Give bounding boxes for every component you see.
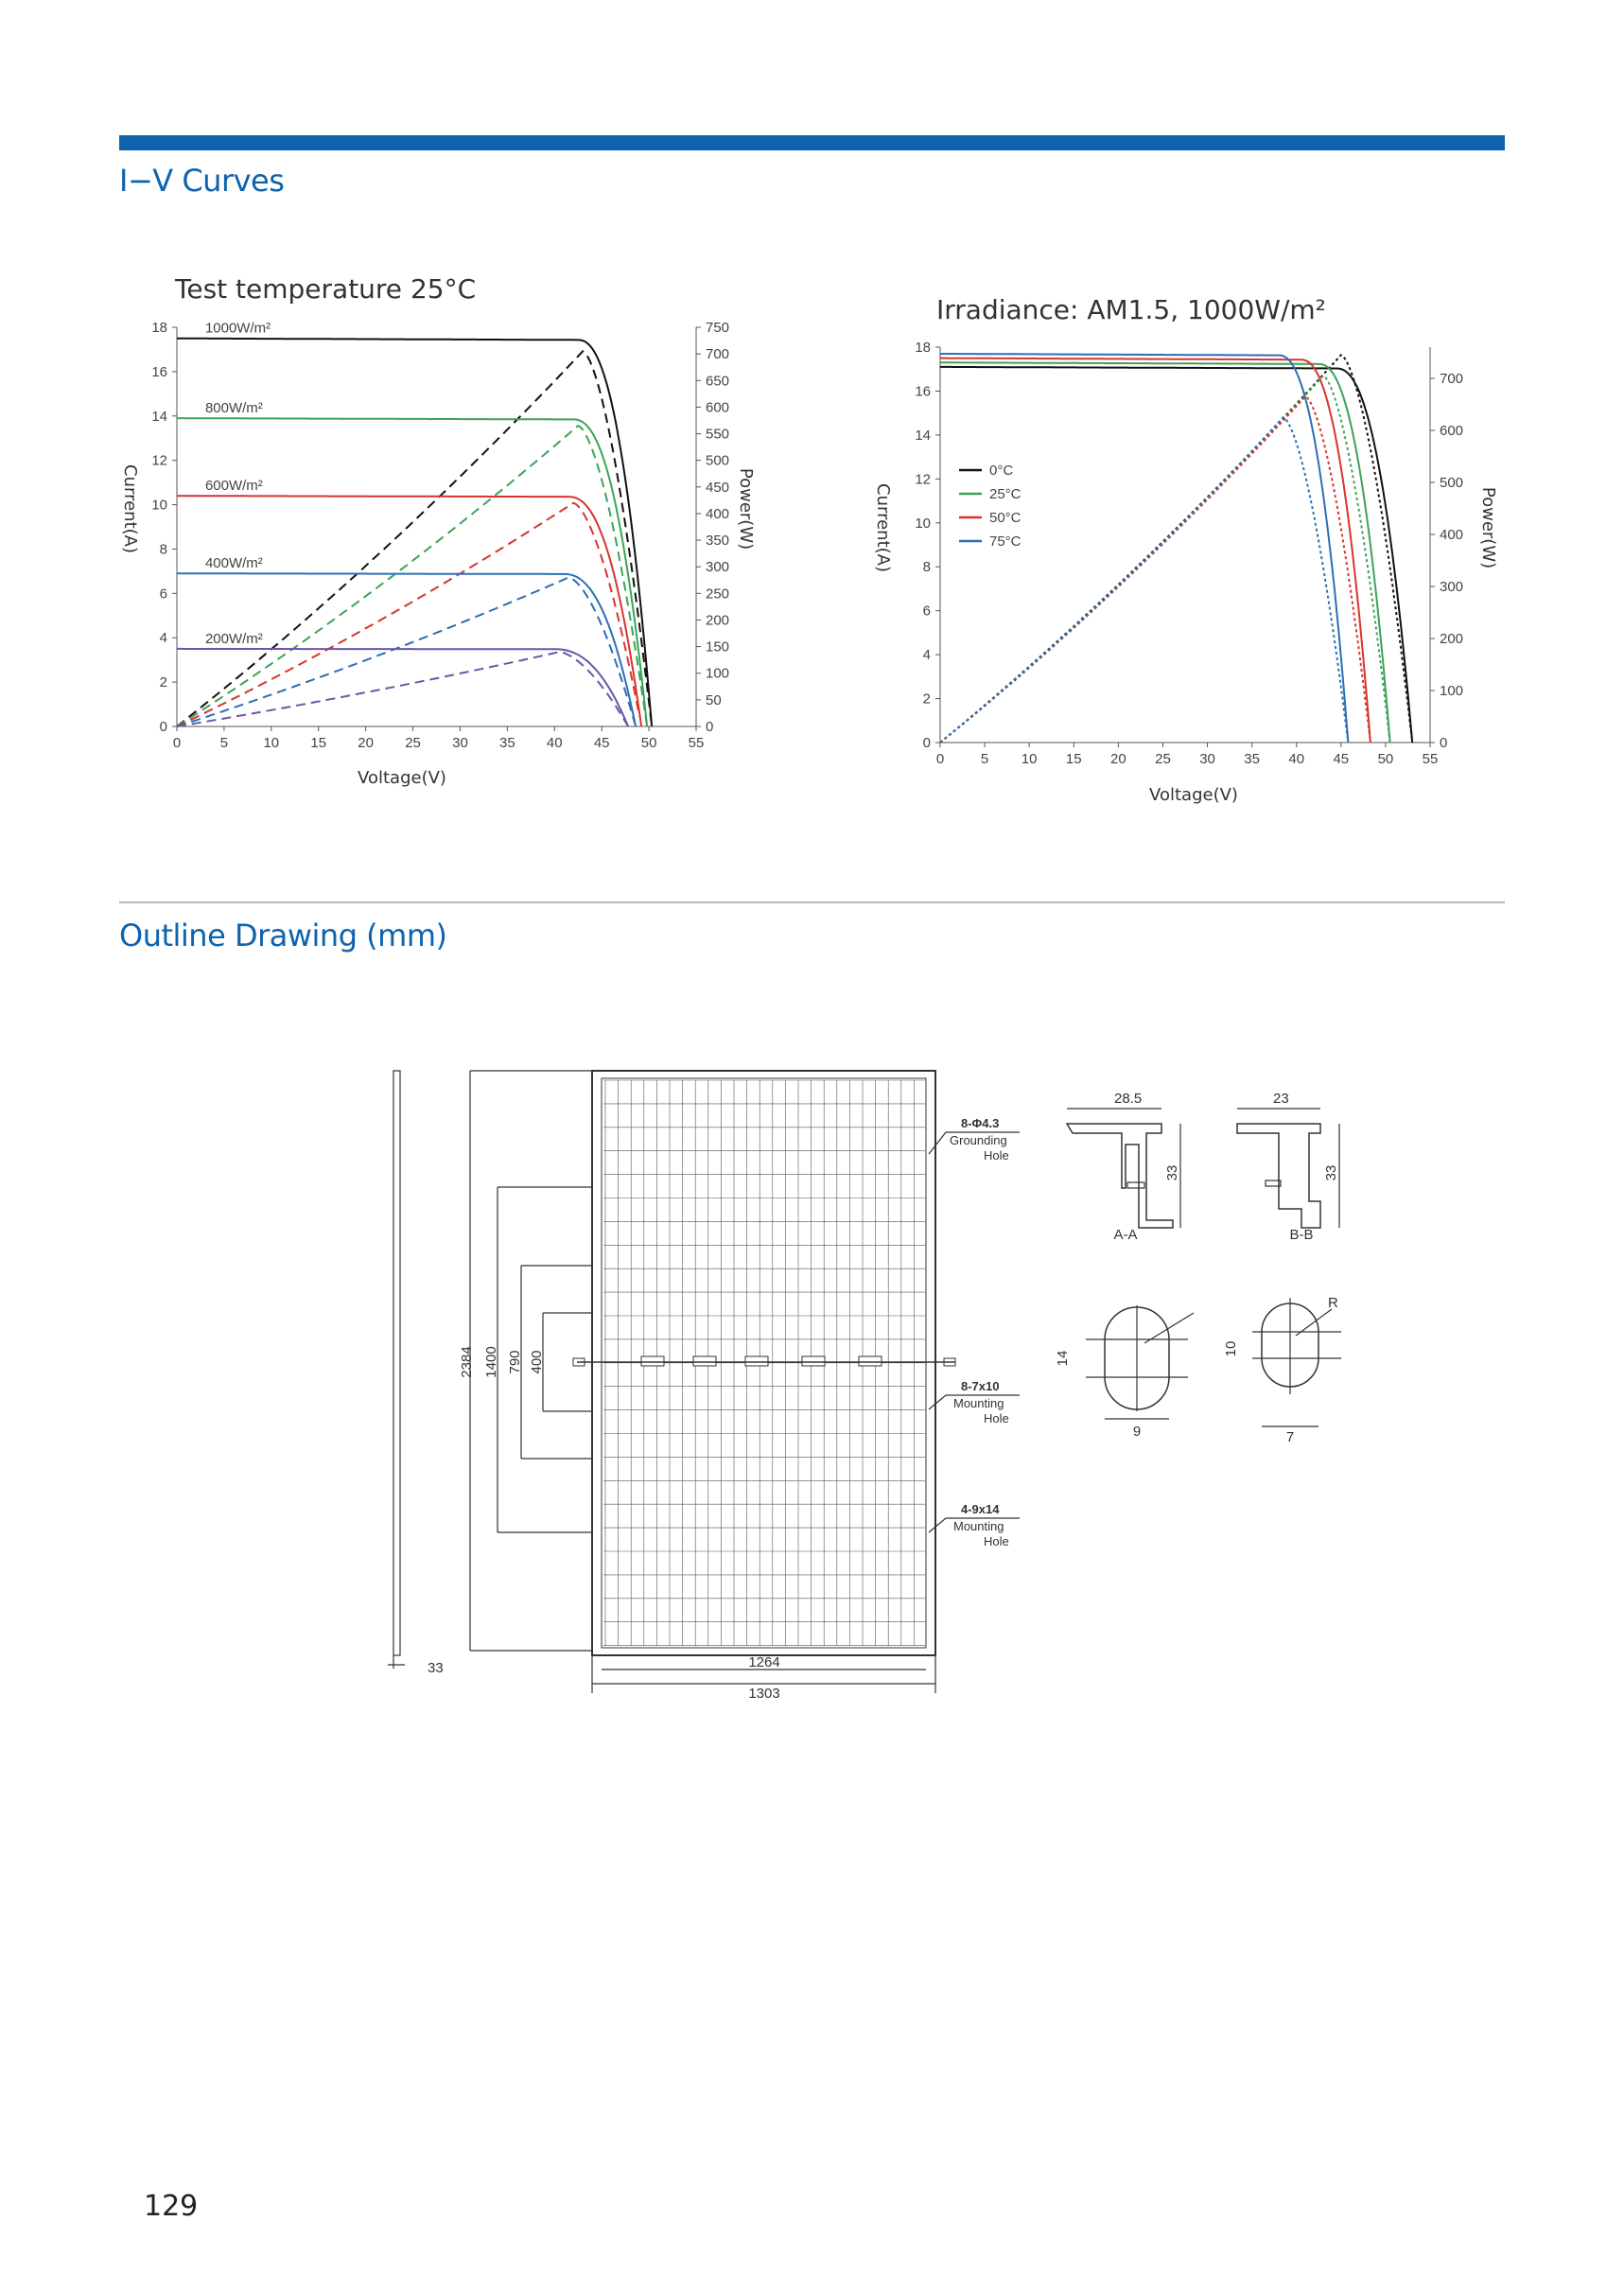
mount1-leader <box>929 1395 946 1409</box>
x-tick-label: 20 <box>358 735 374 751</box>
y-tick-label: 18 <box>151 320 167 336</box>
y-tick-label: 6 <box>922 603 931 620</box>
section-aa-label: A-A <box>1113 1227 1138 1243</box>
y-tick-label: 12 <box>915 471 931 488</box>
y-tick-label: 2 <box>159 674 167 691</box>
section-bb-profile <box>1237 1124 1320 1228</box>
x-tick-label: 40 <box>1288 751 1305 767</box>
hole2-width-text: 7 <box>1285 1429 1295 1445</box>
dim-thickness-text: 33 <box>428 1660 444 1676</box>
y-tick-label: 6 <box>159 586 167 603</box>
legend-label: 75°C <box>989 533 1022 550</box>
junction-box <box>641 1356 664 1366</box>
mount2-label-2: Hole <box>984 1534 1009 1548</box>
y2-tick-label: 50 <box>706 691 722 708</box>
y2-tick-label: 650 <box>706 373 730 390</box>
y-tick-label: 0 <box>159 719 167 735</box>
x-tick-label: 30 <box>452 735 468 751</box>
series-label: 200W/m² <box>204 630 263 647</box>
x-tick-label: 25 <box>405 735 421 751</box>
y2-tick-label: 400 <box>1440 527 1464 543</box>
series-label: 600W/m² <box>204 478 263 495</box>
mount2-code: 4-9x14 <box>961 1502 1000 1516</box>
chart2-y2label: Power(W) <box>1478 486 1498 569</box>
x-tick-label: 35 <box>1244 751 1260 767</box>
y2-tick-label: 0 <box>706 719 714 735</box>
y-tick-label: 8 <box>159 541 167 558</box>
section-bb-width-text: 23 <box>1273 1091 1289 1107</box>
y2-tick-label: 100 <box>1440 683 1464 699</box>
dim-1400-text: 1400 <box>483 1346 499 1378</box>
series-label: 800W/m² <box>204 400 263 417</box>
grounding-label-2: Hole <box>984 1148 1009 1163</box>
x-tick-label: 30 <box>1199 751 1215 767</box>
chart2-ylabel: Current(A) <box>873 483 893 572</box>
section-aa-profile <box>1067 1124 1173 1228</box>
y2-tick-label: 450 <box>706 479 730 496</box>
y2-tick-label: 750 <box>706 320 730 336</box>
x-tick-label: 40 <box>546 735 563 751</box>
mount2-leader <box>929 1518 946 1532</box>
x-tick-label: 0 <box>172 735 182 751</box>
y2-tick-label: 400 <box>706 505 730 522</box>
outline-drawing-title: Outline Drawing (mm) <box>119 918 447 953</box>
chart2-title: Irradiance: AM1.5, 1000W/m² <box>936 294 1326 325</box>
junction-box <box>802 1356 825 1366</box>
y-tick-label: 8 <box>922 559 931 576</box>
dim-2384-text: 2384 <box>459 1346 475 1378</box>
junction-box <box>859 1356 882 1366</box>
panel-side-profile <box>393 1071 400 1655</box>
x-tick-label: 50 <box>1377 751 1394 767</box>
mount1-code: 8-7x10 <box>961 1379 1000 1393</box>
x-tick-label: 5 <box>980 751 989 767</box>
legend-label: 50°C <box>989 510 1022 526</box>
chart1-ylabel: Current(A) <box>120 464 140 553</box>
y2-tick-label: 250 <box>706 586 730 603</box>
x-tick-label: 50 <box>640 735 657 751</box>
y2-tick-label: 350 <box>706 533 730 550</box>
chart2-xlabel: Voltage(V) <box>1149 785 1238 805</box>
y2-tick-label: 500 <box>706 452 730 469</box>
junction-box <box>745 1356 768 1366</box>
mount1-label-2: Hole <box>984 1411 1009 1425</box>
y-tick-label: 16 <box>151 363 167 380</box>
section-bb-label: B-B <box>1289 1227 1314 1243</box>
junction-box <box>693 1356 716 1366</box>
y2-tick-label: 150 <box>706 638 730 656</box>
y-tick-label: 10 <box>915 515 931 532</box>
chart1-y2label: Power(W) <box>736 467 756 551</box>
section-aa-slot <box>1127 1182 1144 1188</box>
grounding-leader <box>929 1132 946 1154</box>
section-bb-height-text: 33 <box>1323 1164 1339 1181</box>
mount1-label-1: Mounting <box>953 1396 1004 1410</box>
x-tick-label: 15 <box>310 735 327 751</box>
x-tick-label: 45 <box>1333 751 1350 767</box>
grounding-code: 8-Φ4.3 <box>961 1116 1000 1130</box>
chart1-title: Test temperature 25°C <box>175 273 477 305</box>
y2-tick-label: 0 <box>1440 735 1448 751</box>
y2-tick-label: 200 <box>1440 631 1464 647</box>
series-label: 1000W/m² <box>204 320 271 337</box>
y2-tick-label: 700 <box>1440 371 1464 387</box>
x-tick-label: 45 <box>593 735 610 751</box>
iv-curves-title: I−V Curves <box>119 163 285 199</box>
y-tick-label: 4 <box>159 630 167 647</box>
dim-1264-text: 1264 <box>748 1654 780 1670</box>
y2-tick-label: 100 <box>706 665 730 682</box>
section-aa-height-text: 33 <box>1164 1164 1180 1181</box>
hole1-height-text: 14 <box>1055 1350 1071 1367</box>
section-aa-width-text: 28.5 <box>1114 1091 1143 1107</box>
dim-400-text: 400 <box>529 1350 545 1374</box>
chart1-xlabel: Voltage(V) <box>358 768 446 788</box>
y2-tick-label: 550 <box>706 426 730 443</box>
x-tick-label: 15 <box>1065 751 1082 767</box>
y-tick-label: 18 <box>915 340 931 356</box>
page-number: 129 <box>144 2190 199 2223</box>
mount2-label-1: Mounting <box>953 1519 1004 1533</box>
y-tick-label: 10 <box>151 497 167 514</box>
y-tick-label: 4 <box>922 647 931 664</box>
y2-tick-label: 600 <box>1440 423 1464 439</box>
dim-1303-text: 1303 <box>748 1686 780 1702</box>
y-tick-label: 2 <box>922 691 931 708</box>
grounding-label-1: Grounding <box>950 1133 1007 1147</box>
hole1-width-text: 9 <box>1132 1424 1142 1440</box>
y-tick-label: 14 <box>151 408 167 425</box>
x-tick-label: 35 <box>499 735 515 751</box>
series-label: 400W/m² <box>204 555 263 572</box>
x-tick-label: 55 <box>688 735 705 751</box>
x-tick-label: 20 <box>1110 751 1126 767</box>
x-tick-label: 25 <box>1155 751 1171 767</box>
y2-tick-label: 200 <box>706 612 730 629</box>
x-tick-label: 0 <box>935 751 945 767</box>
y2-tick-label: 300 <box>1440 579 1464 595</box>
legend-label: 25°C <box>989 486 1022 502</box>
y-tick-label: 0 <box>922 735 931 751</box>
legend-label: 0°C <box>989 463 1014 479</box>
x-tick-label: 10 <box>1021 751 1038 767</box>
y-tick-label: 14 <box>915 427 931 444</box>
y2-tick-label: 600 <box>706 399 730 416</box>
y-tick-label: 12 <box>151 452 167 469</box>
hole2-radius-text: R <box>1328 1295 1338 1311</box>
x-tick-label: 55 <box>1422 751 1439 767</box>
dim-790-text: 790 <box>507 1350 523 1374</box>
hole2-height-text: 10 <box>1223 1340 1239 1357</box>
y2-tick-label: 700 <box>706 346 730 363</box>
y2-tick-label: 300 <box>706 559 730 576</box>
x-tick-label: 5 <box>219 735 229 751</box>
x-tick-label: 10 <box>263 735 280 751</box>
y2-tick-label: 500 <box>1440 475 1464 491</box>
y-tick-label: 16 <box>915 383 931 400</box>
